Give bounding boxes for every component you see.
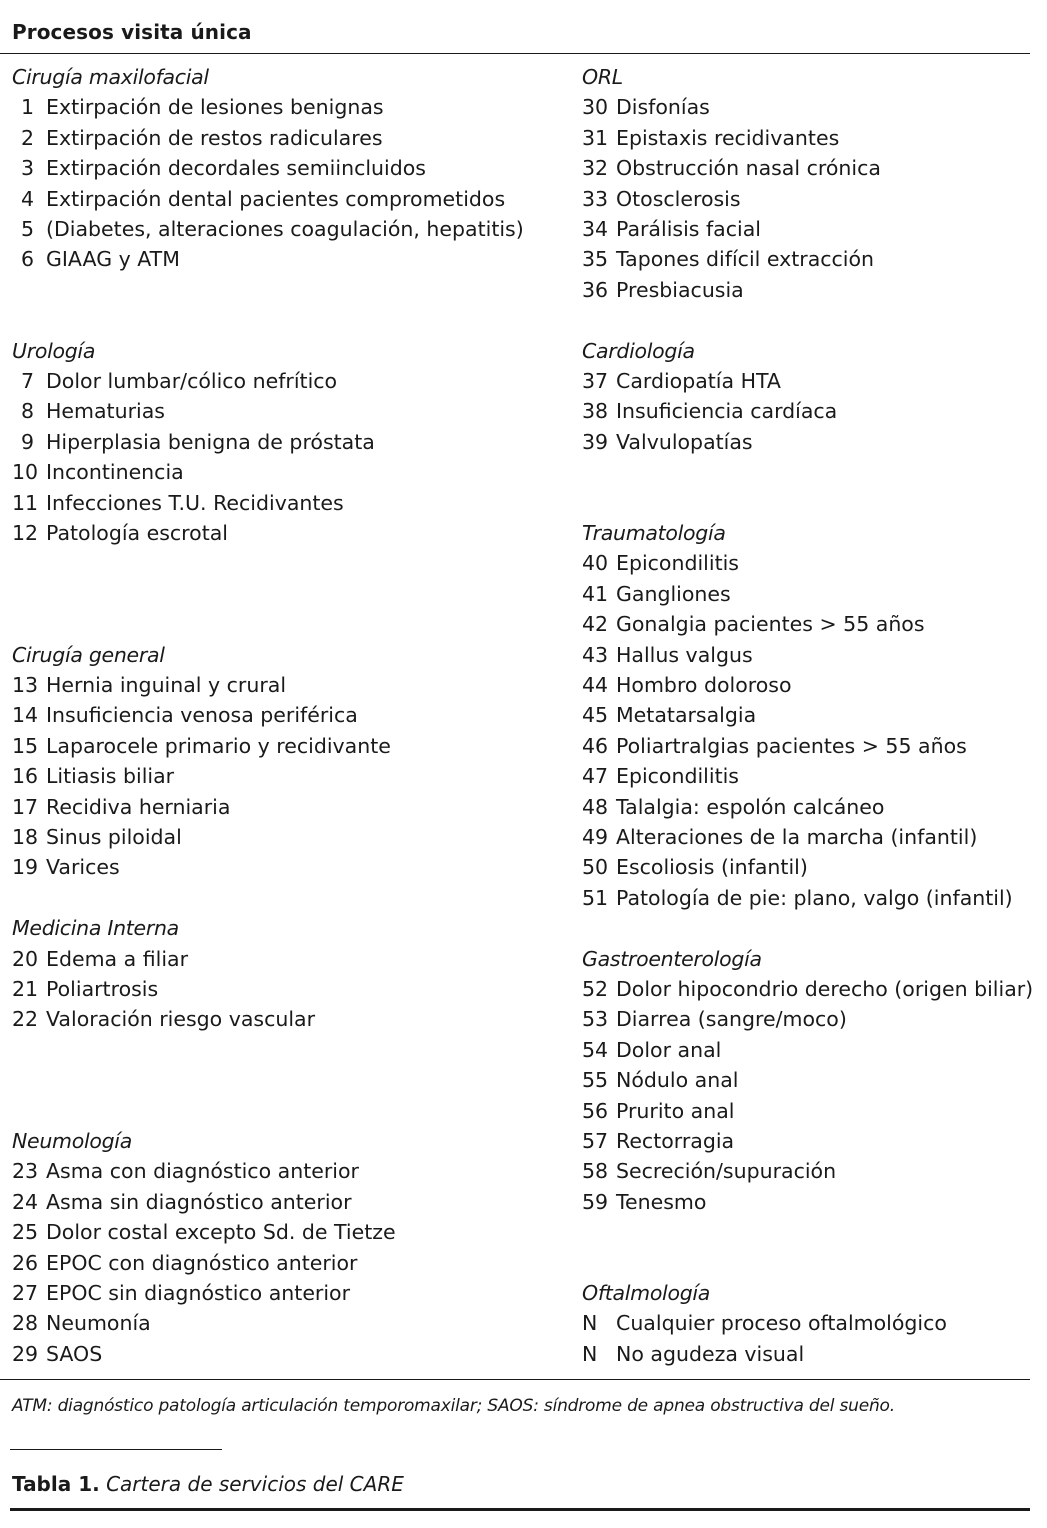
item-number: 17	[12, 794, 39, 819]
item-number: 25	[12, 1220, 39, 1245]
list-item	[582, 731, 1013, 761]
table-footnote: ATM: diagnóstico patología articulación temporomaxilar; SAOS: síndrome de apnea obstructiva del sueño.	[12, 1396, 895, 1416]
item-text: Metatarsalgia	[616, 703, 757, 728]
item-text: Cualquier proceso oftalmológico	[616, 1311, 947, 1336]
item-number: 34	[582, 216, 609, 241]
section-right_sections-2	[582, 518, 1013, 913]
section-left_sections-2	[12, 640, 391, 883]
list-item	[582, 123, 881, 153]
item-text: Hombro doloroso	[616, 672, 792, 697]
item-text: Epicondilitis	[616, 764, 739, 789]
item-text: Valvulopatías	[616, 429, 753, 454]
item-text: Laparocele primario y recidivante	[46, 733, 391, 758]
item-number: 37	[582, 368, 609, 393]
item-number: N	[582, 1341, 598, 1366]
item-text: Extirpación de restos radiculares	[46, 125, 383, 150]
list-item	[582, 214, 881, 244]
item-number: 35	[582, 247, 609, 272]
list-item	[582, 609, 1013, 639]
item-number: 27	[12, 1280, 39, 1305]
item-text: Otosclerosis	[616, 186, 741, 211]
item-text: Epistaxis recidivantes	[616, 125, 840, 150]
item-number: 46	[582, 733, 609, 758]
item-text: Parálisis facial	[616, 216, 761, 241]
section-header: Neumología	[12, 1129, 132, 1153]
section-left_sections-4	[12, 1126, 396, 1369]
list-item	[582, 1035, 1033, 1065]
item-number: 16	[12, 764, 39, 789]
item-number: 6	[20, 247, 34, 272]
list-item	[582, 275, 881, 305]
item-text: Gangliones	[616, 581, 731, 606]
item-number: 13	[12, 672, 39, 697]
item-number: 57	[582, 1128, 609, 1153]
item-number: 39	[582, 429, 609, 454]
list-item	[12, 488, 375, 518]
item-text: Extirpación decordales semiincluidos	[46, 156, 426, 181]
list-item	[582, 1339, 947, 1369]
list-item	[582, 153, 881, 183]
item-number: 33	[582, 186, 609, 211]
list-item	[12, 1156, 396, 1186]
item-number: 40	[582, 551, 609, 576]
list-item	[582, 184, 881, 214]
list-item	[582, 640, 1013, 670]
item-text: No agudeza visual	[616, 1341, 805, 1366]
list-item	[12, 396, 375, 426]
item-text: GIAAG y ATM	[46, 247, 180, 272]
item-number: 23	[12, 1159, 39, 1184]
item-number: 49	[582, 824, 609, 849]
item-text: SAOS	[46, 1341, 103, 1366]
item-text: Dolor hipocondrio derecho (origen biliar)	[616, 976, 1034, 1001]
list-item	[12, 153, 524, 183]
item-number: 43	[582, 642, 609, 667]
section-right_sections-3	[582, 944, 1033, 1218]
item-text: Dolor lumbar/cólico nefrítico	[46, 368, 338, 393]
list-item	[12, 1004, 315, 1034]
item-number: 10	[12, 460, 39, 485]
item-text: Gonalgia pacientes > 55 años	[616, 612, 925, 637]
list-item	[12, 457, 375, 487]
item-text: Alteraciones de la marcha (infantil)	[616, 824, 978, 849]
table-caption	[12, 1472, 404, 1496]
list-item	[12, 974, 315, 1004]
list-item	[582, 761, 1013, 791]
item-number: 54	[582, 1037, 609, 1062]
list-item	[582, 670, 1013, 700]
item-text: Valoración riesgo vascular	[46, 1007, 316, 1032]
item-number: 55	[582, 1068, 609, 1093]
item-text: Sinus piloidal	[46, 824, 182, 849]
item-number: 15	[12, 733, 39, 758]
list-item	[12, 944, 315, 974]
list-item	[12, 214, 524, 244]
list-item	[582, 1308, 947, 1338]
section-header: Cirugía maxilofacial	[12, 65, 209, 89]
caption-text: Cartera de servicios del CARE	[106, 1472, 404, 1496]
list-item	[12, 731, 391, 761]
item-number: 58	[582, 1159, 609, 1184]
section-left_sections-0	[12, 62, 524, 275]
item-number: 14	[12, 703, 39, 728]
item-text: Talalgia: espolón calcáneo	[616, 794, 885, 819]
item-number: 44	[582, 672, 609, 697]
item-number: 26	[12, 1250, 39, 1275]
item-text: Infecciones T.U. Recidivantes	[46, 490, 344, 515]
item-text: Extirpación dental pacientes comprometidos	[46, 186, 506, 211]
item-number: 9	[20, 429, 34, 454]
list-item	[582, 396, 837, 426]
item-text: Patología de pie: plano, valgo (infantil)	[616, 885, 1013, 910]
item-number: 45	[582, 703, 609, 728]
item-number: 22	[12, 1007, 39, 1032]
item-number: 5	[20, 216, 34, 241]
list-item	[582, 579, 1013, 609]
item-text: Recidiva herniaria	[46, 794, 231, 819]
item-text: Insuficiencia cardíaca	[616, 399, 838, 424]
item-number: 20	[12, 946, 39, 971]
item-text: EPOC con diagnóstico anterior	[46, 1250, 358, 1275]
item-number: 36	[582, 277, 609, 302]
item-text: Disfonías	[616, 95, 710, 120]
caption-rule	[10, 1508, 1030, 1511]
list-item	[12, 244, 524, 274]
item-number: 32	[582, 156, 609, 181]
item-number: 51	[582, 885, 609, 910]
item-number: 1	[20, 95, 34, 120]
item-number: 2	[20, 125, 34, 150]
item-text: Tapones difícil extracción	[616, 247, 875, 272]
item-text: Secreción/supuración	[616, 1159, 837, 1184]
list-item	[582, 92, 881, 122]
section-header: Gastroenterología	[582, 946, 762, 971]
item-number: 11	[12, 490, 39, 515]
bottom-rule	[0, 1379, 1030, 1380]
item-number: 12	[12, 520, 39, 545]
item-text: Extirpación de lesiones benignas	[46, 95, 384, 120]
section-header: Cirugía general	[12, 642, 165, 667]
item-number: 50	[582, 855, 609, 880]
item-number: N	[582, 1311, 598, 1336]
item-text: Asma sin diagnóstico anterior	[46, 1189, 352, 1214]
item-text: Dolor costal excepto Sd. de Tietze	[46, 1220, 396, 1245]
item-number: 38	[582, 399, 609, 424]
item-text: Cardiopatía HTA	[616, 368, 781, 393]
list-item	[12, 792, 391, 822]
section-left_sections-1	[12, 336, 375, 549]
item-text: Prurito anal	[616, 1098, 735, 1123]
item-text: Diarrea (sangre/moco)	[616, 1007, 847, 1032]
section-header: Urología	[12, 338, 96, 363]
section-header: ORL	[582, 65, 623, 89]
item-number: 47	[582, 764, 609, 789]
list-item	[12, 822, 391, 852]
item-text: Obstrucción nasal crónica	[616, 156, 881, 181]
item-number: 30	[582, 95, 609, 120]
item-text: Varices	[46, 855, 120, 880]
list-item	[582, 1065, 1033, 1095]
list-item	[12, 92, 524, 122]
list-item	[582, 822, 1013, 852]
list-item	[12, 670, 391, 700]
list-item	[582, 1156, 1033, 1186]
list-item	[12, 518, 375, 548]
item-text: Rectorragia	[616, 1128, 735, 1153]
item-text: Hernia inguinal y crural	[46, 672, 287, 697]
list-item	[12, 366, 375, 396]
item-text: Incontinencia	[46, 460, 184, 485]
list-item	[582, 366, 837, 396]
list-item	[12, 1278, 396, 1308]
list-item	[582, 700, 1013, 730]
list-item	[12, 1217, 396, 1247]
list-item	[582, 1187, 1033, 1217]
list-item	[582, 792, 1013, 822]
caption-label: Tabla 1.	[12, 1472, 100, 1496]
list-item	[12, 761, 391, 791]
item-text: Nódulo anal	[616, 1068, 739, 1093]
item-number: 4	[20, 186, 34, 211]
item-text: Epicondilitis	[616, 551, 739, 576]
item-number: 48	[582, 794, 609, 819]
item-text: Hiperplasia benigna de próstata	[46, 429, 375, 454]
item-number: 21	[12, 976, 39, 1001]
item-text: Insuficiencia venosa periférica	[46, 703, 358, 728]
section-left_sections-3	[12, 913, 315, 1035]
list-item	[12, 852, 391, 882]
item-text: Dolor anal	[616, 1037, 722, 1062]
list-item	[582, 244, 881, 274]
item-text: Escoliosis (infantil)	[616, 855, 808, 880]
item-text: Tenesmo	[616, 1189, 707, 1214]
item-number: 19	[12, 855, 39, 880]
list-item	[582, 883, 1013, 913]
list-item	[582, 1096, 1033, 1126]
item-text: (Diabetes, alteraciones coagulación, hepatitis)	[46, 216, 524, 241]
item-number: 18	[12, 824, 39, 849]
list-item	[582, 1126, 1033, 1156]
item-text: Poliartralgias pacientes > 55 años	[616, 733, 967, 758]
section-right_sections-4	[582, 1278, 947, 1369]
list-item	[12, 1339, 396, 1369]
item-number: 31	[582, 125, 609, 150]
item-number: 3	[20, 156, 34, 181]
list-item	[582, 1004, 1033, 1034]
item-number: 59	[582, 1189, 609, 1214]
list-item	[12, 123, 524, 153]
item-text: Presbiacusia	[616, 277, 744, 302]
list-item	[12, 1248, 396, 1278]
list-item	[582, 548, 1013, 578]
list-item	[582, 974, 1033, 1004]
item-number: 41	[582, 581, 609, 606]
section-right_sections-0	[582, 62, 881, 305]
item-text: Hallus valgus	[616, 642, 753, 667]
item-text: Poliartrosis	[46, 976, 159, 1001]
section-header: Cardiología	[582, 338, 695, 363]
item-text: Litiasis biliar	[46, 764, 175, 789]
list-item	[12, 700, 391, 730]
item-number: 7	[20, 368, 34, 393]
item-number: 42	[582, 612, 609, 637]
item-text: EPOC sin diagnóstico anterior	[46, 1280, 351, 1305]
footnote-separator	[10, 1449, 222, 1450]
item-number: 52	[582, 976, 609, 1001]
item-text: Asma con diagnóstico anterior	[46, 1159, 359, 1184]
section-right_sections-1	[582, 336, 837, 458]
item-text: Hematurias	[46, 399, 165, 424]
item-number: 28	[12, 1311, 39, 1336]
item-number: 24	[12, 1189, 39, 1214]
list-item	[582, 852, 1013, 882]
item-text: Edema a filiar	[46, 946, 188, 971]
section-header: Medicina Interna	[12, 916, 179, 941]
top-rule	[0, 53, 1030, 54]
table-title: Procesos visita única	[12, 20, 252, 44]
list-item	[12, 184, 524, 214]
list-item	[582, 427, 837, 457]
item-text: Patología escrotal	[46, 520, 228, 545]
item-number: 29	[12, 1341, 39, 1366]
item-number: 53	[582, 1007, 609, 1032]
list-item	[12, 1187, 396, 1217]
item-number: 56	[582, 1098, 609, 1123]
list-item	[12, 427, 375, 457]
section-header: Oftalmología	[582, 1281, 711, 1305]
item-text: Neumonía	[46, 1311, 151, 1336]
section-header: Traumatología	[582, 521, 726, 545]
item-number: 8	[20, 399, 34, 424]
list-item	[12, 1308, 396, 1338]
